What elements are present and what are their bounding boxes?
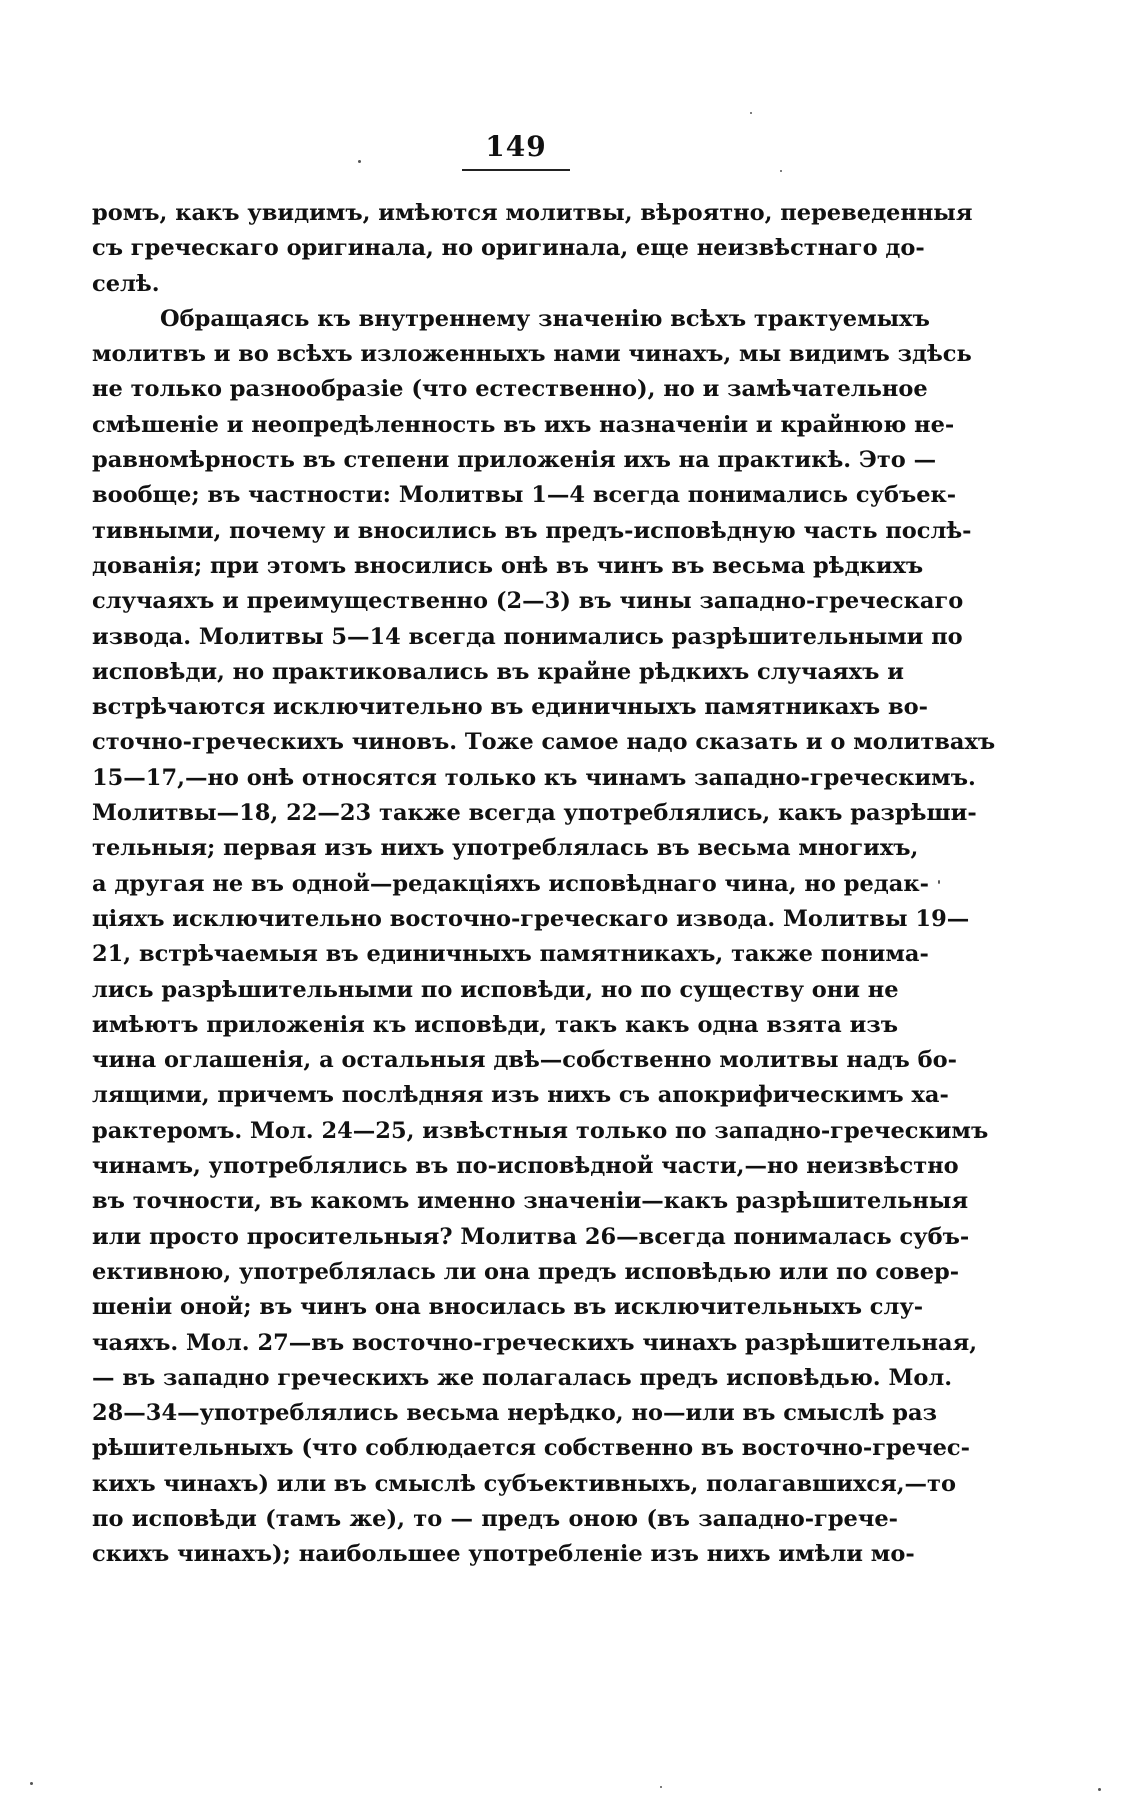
- text-line: 15—17,—но онѣ относятся только къ чинамъ западно-греческимъ.: [92, 764, 976, 791]
- text-line: селѣ.: [92, 270, 160, 297]
- text-line: равномѣрность въ степени приложенія ихъ на практикѣ. Это —: [92, 447, 937, 474]
- scan-speck: [30, 1782, 33, 1785]
- text-line: скихъ чинахъ); наибольшее употребленіе изъ нихъ имѣли мо-: [92, 1541, 915, 1568]
- text-line: ективною, употреблялась ли она предъ исповѣдью или по совер-: [92, 1258, 960, 1285]
- text-line: случаяхъ и преимущественно (2—3) въ чины западно-греческаго: [92, 588, 964, 615]
- text-line: рактеромъ. Мол. 24—25, извѣстныя только по западно-греческимъ: [92, 1117, 989, 1144]
- scan-speck: [1098, 1788, 1101, 1791]
- text-line: кихъ чинахъ) или въ смыслѣ субъективныхъ, полагавшихся,—то: [92, 1470, 956, 1497]
- text-line: дованія; при этомъ вносились онѣ въ чинъ въ весьма рѣдкихъ: [92, 552, 924, 579]
- text-line: лись разрѣшительными по исповѣди, но по существу они не: [92, 976, 899, 1003]
- text-line: лящими, причемъ послѣдняя изъ нихъ съ апокрифическимъ ха-: [92, 1082, 949, 1109]
- text-line: тивными, почему и вносились въ предъ-исповѣдную часть послѣ-: [92, 517, 972, 544]
- text-line: или просто просительныя? Молитва 26—всегда понималась субъ-: [92, 1223, 970, 1250]
- text-line: — въ западно греческихъ же полагалась предъ исповѣдью. Мол.: [92, 1364, 953, 1391]
- text-line: сточно-греческихъ чиновъ. Тоже самое надо сказать и о молитвахъ: [92, 729, 996, 756]
- text-line: рѣшительныхъ (что соблюдается собственно въ восточно-гречес-: [92, 1435, 970, 1462]
- scan-speck: [750, 112, 752, 114]
- text-line: 28—34—употреблялись весьма нерѣдко, но—или въ смыслѣ раз: [92, 1400, 937, 1427]
- text-line: а другая не въ одной—редакціяхъ исповѣднаго чина, но редак-: [92, 870, 929, 897]
- text-line: Обращаясь къ внутреннему значенію всѣхъ трактуемыхъ: [160, 305, 930, 332]
- text-line: 21, встрѣчаемыя въ единичныхъ памятникахъ, также понима-: [92, 941, 929, 968]
- text-line: чина оглашенія, а остальныя двѣ—собственно молитвы надъ бо-: [92, 1047, 957, 1074]
- scan-speck: [358, 160, 361, 163]
- text-line: не только разнообразіе (что естественно), но и замѣчательное: [92, 376, 928, 403]
- page-number: 149: [485, 130, 547, 163]
- scan-speck: [660, 1786, 662, 1788]
- text-line: имѣютъ приложенія къ исповѣди, такъ какъ одна взята изъ: [92, 1011, 898, 1038]
- scan-speck: [938, 880, 940, 884]
- text-line: извода. Молитвы 5—14 всегда понимались разрѣшительными по: [92, 623, 963, 650]
- text-line: шеніи оной; въ чинъ она вносилась въ исключительныхъ слу-: [92, 1294, 924, 1321]
- text-line: въ точности, въ какомъ именно значеніи—какъ разрѣшительныя: [92, 1188, 969, 1215]
- text-line: съ греческаго оригинала, но оригинала, еще неизвѣстнаго до-: [92, 235, 925, 262]
- paragraph-2: [92, 302, 996, 1573]
- text-line: по исповѣди (тамъ же), то — предъ оною (въ западно-грече-: [92, 1505, 898, 1532]
- paragraph-1: [92, 196, 973, 302]
- body-text: [92, 196, 996, 1573]
- scan-speck: [780, 170, 782, 172]
- text-line: тельныя; первая изъ нихъ употреблялась въ весьма многихъ,: [92, 835, 919, 862]
- page-number-rule: [462, 169, 570, 171]
- text-line: чинамъ, употреблялись въ по-исповѣдной части,—но неизвѣстно: [92, 1153, 959, 1180]
- text-line: ціяхъ исключительно восточно-греческаго извода. Молитвы 19—: [92, 905, 970, 932]
- text-line: встрѣчаются исключительно въ единичныхъ памятникахъ во-: [92, 694, 928, 721]
- text-line: ромъ, какъ увидимъ, имѣются молитвы, вѣроятно, переведенныя: [92, 200, 973, 226]
- text-line: чаяхъ. Мол. 27—въ восточно-греческихъ чинахъ разрѣшительная,: [92, 1329, 978, 1356]
- text-line: смѣшеніе и неопредѣленность въ ихъ назначеніи и крайнюю не-: [92, 411, 955, 438]
- text-line: Молитвы—18, 22—23 также всегда употреблялись, какъ разрѣши-: [92, 800, 977, 827]
- text-line: молитвъ и во всѣхъ изложенныхъ нами чинахъ, мы видимъ здѣсь: [92, 341, 972, 368]
- text-line: исповѣди, но практиковались въ крайне рѣдкихъ случаяхъ и: [92, 658, 904, 685]
- text-line: вообще; въ частности: Молитвы 1—4 всегда понимались субъек-: [92, 482, 957, 509]
